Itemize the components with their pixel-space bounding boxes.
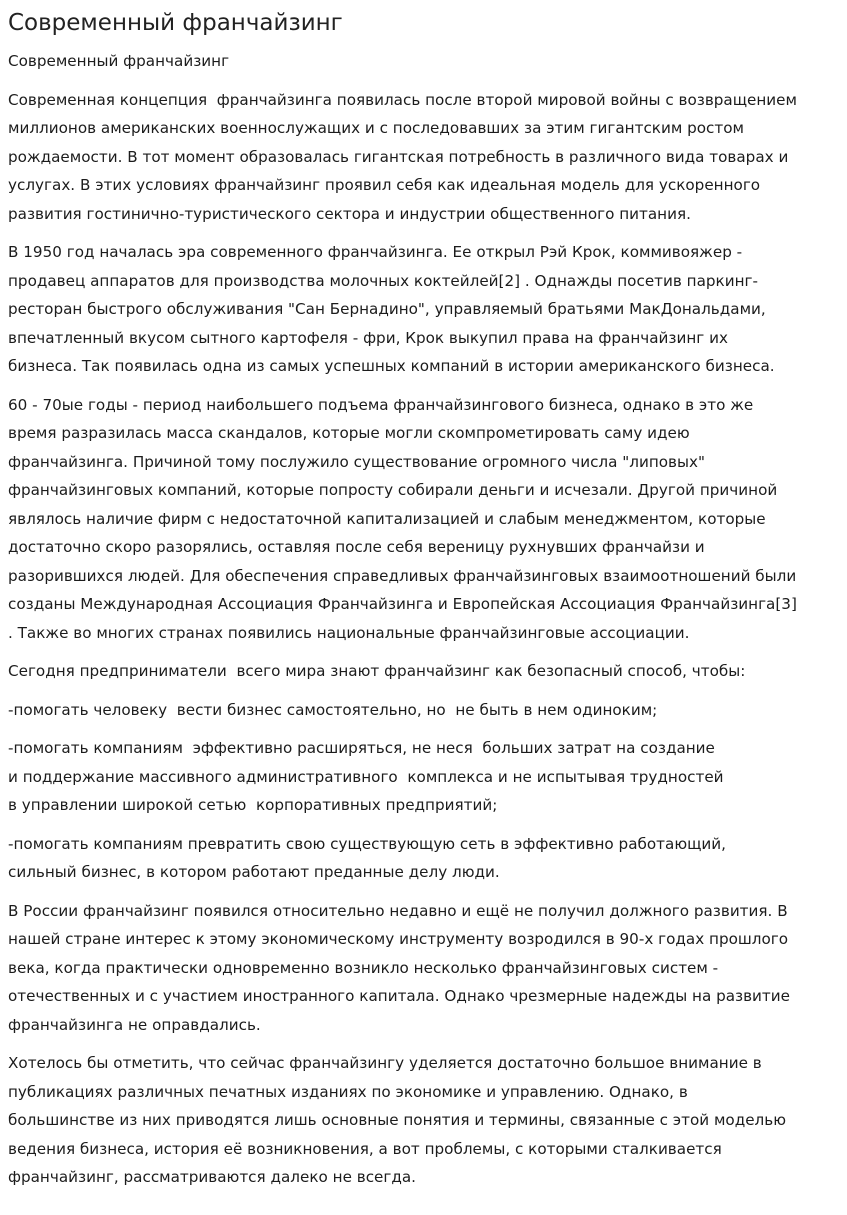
paragraph-line: франчайзинга. Причиной тому послужило существование огромного числа "липовых" [8, 452, 705, 471]
paragraph-line: -помогать компаниям эффективно расширяться, не неся больших затрат на создание [8, 739, 715, 757]
paragraph-9 [8, 1049, 839, 1192]
paragraph-line: Современная концепция франчайзинга появилась после второй мировой войны с возвращением [8, 90, 797, 109]
paragraph-line: развития гостинично-туристического сектора и индустрии общественного питания. [8, 204, 691, 223]
paragraph-line: В России франчайзинг появился относительно недавно и ещё не получил должного развития. В [8, 901, 788, 920]
document-body [0, 8, 847, 1192]
paragraph-line: бизнеса. Так появилась одна из самых успешных компаний в истории американского бизнеса. [8, 357, 775, 375]
paragraph-line: франчайзинг, рассматриваются далеко не всегда. [8, 1168, 417, 1186]
paragraph-line: время разразилась масса скандалов, которые могли скомпрометировать саму идею [8, 424, 690, 442]
paragraph-line: -помогать компаниям превратить свою существующую сеть в эффективно работающий, [8, 834, 726, 853]
paragraph-line: ресторан быстрого обслуживания "Сан Бернадино", управляемый братьями МакДональдами, [8, 300, 766, 318]
paragraph-line: являлось наличие фирм с недостаточной капитализацией и слабым менеджментом, которые [8, 509, 766, 528]
paragraph-line: . Также во многих странах появились национальные франчайзинговые ассоциации. [8, 623, 690, 642]
paragraph-line: впечатленный вкусом сытного картофеля - фри, Крок выкупил права на франчайзинг их [8, 328, 728, 347]
paragraph-line: услугах. В этих условиях франчайзинг проявил себя как идеальная модель для ускоренного [8, 176, 761, 194]
paragraph-line: и поддержание массивного административного комплекса и не испытывая трудностей [8, 767, 724, 786]
paragraph-line: 60 - 70ые годы - период наибольшего подъема франчайзингового бизнеса, однако в это же [8, 395, 754, 414]
paragraph-8 [8, 897, 839, 1040]
paragraph-line: достаточно скоро разорялись, оставляя после себя вереницу рухнувших франчайзи и [8, 538, 705, 556]
article-paragraphs [8, 86, 839, 1192]
paragraph-line: -помогать человеку вести бизнес самостоятельно, но не быть в нем одиноким; [8, 700, 658, 719]
paragraph-4 [8, 657, 839, 686]
paragraph-line: созданы Международная Ассоциация Франчайзинга и Европейская Ассоциация Франчайзинга[3] [8, 595, 797, 613]
paragraph-line: большинстве из них приводятся лишь основные понятия и термины, связанные с этой моделью [8, 1111, 786, 1129]
paragraph-2 [8, 238, 839, 381]
paragraph-line: сильный бизнес, в котором работают преданные делу люди. [8, 863, 500, 881]
page-title: Современный франчайзинг [8, 10, 343, 36]
paragraph-7 [8, 830, 839, 887]
paragraph-5 [8, 696, 839, 725]
paragraph-line: ведения бизнеса, история её возникновения, а вот проблемы, с которыми сталкивается [8, 1139, 722, 1158]
paragraph-line: Сегодня предприниматели всего мира знают франчайзинг как безопасный способ, чтобы: [8, 662, 746, 680]
paragraph-line: нашей стране интерес к этому экономическому инструменту возродился в 90-х годах прошлого [8, 930, 789, 948]
paragraph-6 [8, 734, 839, 820]
page-subtitle: Современный франчайзинг [8, 52, 230, 70]
spacer [8, 76, 839, 86]
paragraph-line: продавец аппаратов для производства молочных коктейлей[2] . Однажды посетив паркинг- [8, 271, 758, 290]
paragraph-line: Хотелось бы отметить, что сейчас франчайзингу уделяется достаточно большое внимание в [8, 1054, 762, 1072]
paragraph-line: разорившихся людей. Для обеспечения справедливых франчайзинговых взаимоотношений были [8, 566, 797, 585]
paragraph-line: публикациях различных печатных изданиях по экономике и управлению. Однако, в [8, 1082, 688, 1101]
paragraph-line: века, когда практически одновременно возникло несколько франчайзинговых систем - [8, 958, 719, 977]
paragraph-line: миллионов американских военнослужащих и с последовавших за этим гигантским ростом [8, 119, 745, 137]
paragraph-1 [8, 86, 839, 229]
paragraph-line: В 1950 год началась эра современного франчайзинга. Ее открыл Рэй Крок, коммивояжер - [8, 243, 743, 261]
paragraph-line: отечественных и с участием иностранного капитала. Однако чрезмерные надежды на развитие [8, 987, 790, 1005]
paragraph-line: франчайзинговых компаний, которые попросту собирали деньги и исчезали. Другой причиной [8, 481, 778, 499]
paragraph-line: рождаемости. В тот момент образовалась гигантская потребность в различного вида товарах и [8, 147, 789, 166]
paragraph-line: в управлении широкой сетью корпоративных предприятий; [8, 796, 498, 814]
paragraph-3 [8, 391, 839, 648]
paragraph-line: франчайзинга не оправдались. [8, 1015, 261, 1034]
